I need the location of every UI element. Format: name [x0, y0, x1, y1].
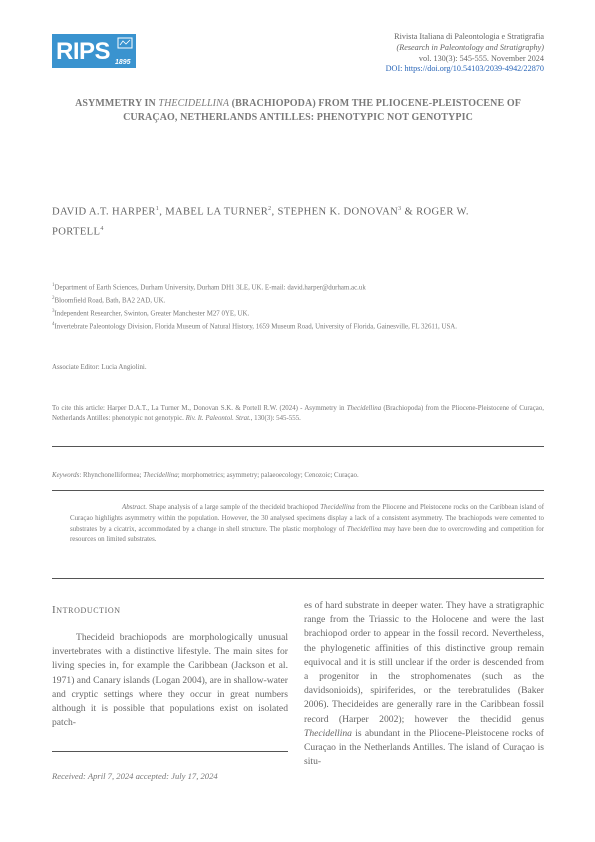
doi-line: [386, 64, 544, 75]
citation-middle: (Brachiopoda) from the Pliocene-Pleistocene of Curaçao, Netherlands Antilles: phenotypic not genotypic.: [52, 405, 544, 423]
title-part1: ASYMMETRY IN: [75, 98, 159, 109]
citation: [52, 404, 544, 425]
received-dates: Received: April 7, 2024 accepted: July 17, 2024: [52, 771, 218, 781]
col2-genus: Thecidellina: [304, 727, 352, 739]
body-column-1: Thecideid brachiopods are morphologically unusual invertebrates with a distinctive lifestyle. The main sites for living species in, for example the Caribbean (Jackson et al. 1971) and Canary islands (Logan 2004), are in shallow-water and cryptic settings where they occur in great numbers although it is possible that populations exist on isolated patch-: [52, 632, 288, 729]
article-title: [52, 97, 544, 126]
body-column-2: [304, 599, 544, 769]
affiliations: [52, 281, 544, 333]
title-genus: THECIDELLINA: [158, 98, 230, 109]
keywords-pre: : Rhynchonelliformea;: [79, 472, 144, 479]
affiliation-1-sup: 1: [52, 283, 55, 288]
author-1-sup: 1: [155, 206, 160, 212]
keywords-post: ; morphometrics; asymmetry; palaeoecology; Cenozoic; Curaçao.: [177, 472, 359, 479]
citation-journal: Riv. It. Paleontol. Strat.: [185, 415, 251, 423]
affiliation-4: [52, 320, 544, 333]
affiliation-3-text: Independent Researcher, Swinton, Greater Manchester M27 0YE, UK.: [54, 310, 250, 318]
abstract-genus-2: Thecidellina: [346, 525, 382, 533]
section-title: Introduction: [52, 604, 121, 616]
svg-text:RIPS: RIPS: [56, 38, 111, 65]
col2-text-2: is abundant in the Pliocene-Pleistocene rocks of Curaçao in the Netherlands Antilles. The island of Curaçao is situ-: [304, 727, 544, 768]
journal-volume: vol. 130(3): 545-555. November 2024: [418, 53, 544, 63]
divider-top: [52, 446, 544, 447]
citation-suffix: , 130(3): 545-555.: [250, 415, 301, 423]
keywords: [52, 472, 544, 479]
abstract-text-1: Shape analysis of a large sample of the thecideid brachiopod: [147, 504, 321, 511]
citation-prefix: To cite this article: Harper D.A.T., La Turner M., Donovan S.K. & Portell R.W. (2024) - Asymmetry in: [52, 405, 347, 412]
author-4-sup: 4: [100, 225, 104, 232]
journal-subtitle: (Research in Paleontology and Stratigraphy): [396, 42, 544, 52]
doi-label: DOI:: [385, 64, 405, 74]
author-3-sup: 3: [398, 206, 402, 212]
journal-name: Rivista Italiana di Paleontologia e Stratigrafia: [394, 32, 544, 41]
col2-text-1: es of hard substrate in deeper water. They have a stratigraphic range from the Triassic to the Holocene and were the last brachiopod order to appear in the fossil record. Nevertheless, the phylogenetic affinities of this distinctive group remain equivocal and it is still unclear if the order is descended from a progenitor in the strophomenates (such as the davidsonioids), spiriferides, or the terebratulides (Baker 2006). Thecideides are generally rare in the Caribbean fossil record (Harper 2002); however the thecidid genus: [304, 600, 544, 725]
author-2-sup: 2: [268, 206, 272, 212]
affiliation-3: [52, 307, 544, 320]
affiliation-3-sup: 3: [52, 309, 55, 314]
title-part2: (BRACHIOPODA) FROM THE PLIOCENE-PLEISTOCENE OF CURAÇAO, NETHERLANDS ANTILLES: PHENOTYPIC NOT GENOTYPIC: [123, 98, 521, 124]
divider-abstract-bottom: [52, 578, 544, 579]
journal-header: [386, 32, 544, 75]
keywords-genus: Thecidellina: [143, 472, 178, 479]
affiliation-2: [52, 294, 544, 307]
abstract: [70, 503, 544, 546]
affiliation-2-sup: 2: [52, 296, 55, 301]
citation-genus: Thecidellina: [346, 405, 382, 412]
journal-logo: [52, 34, 136, 68]
author-1: DAVID A.T. HARPER: [52, 206, 156, 218]
affiliation-2-text: Bloomfield Road, Bath, BA2 2AD, UK.: [54, 297, 166, 305]
associate-editor: Associate Editor: Lucia Angiolini.: [52, 364, 147, 371]
abstract-genus-1: Thecidellina: [320, 504, 355, 511]
author-4: ROGER W. PORTELL: [52, 206, 469, 238]
author-2: MABEL LA TURNER: [165, 206, 269, 218]
author-3: STEPHEN K. DONOVAN: [277, 206, 399, 218]
keywords-label: Keywords: [52, 472, 80, 479]
divider-abstract-top: [52, 490, 544, 491]
doi-link[interactable]: https://doi.org/10.54103/2039-4942/22870: [404, 64, 544, 74]
affiliation-1: [52, 281, 544, 294]
abstract-label: Abstract.: [122, 504, 148, 511]
svg-text:1895: 1895: [115, 59, 131, 66]
affiliation-4-sup: 4: [52, 322, 55, 327]
affiliation-4-text: Invertebrate Paleontology Division, Florida Museum of Natural History, 1659 Museum Road, University of Florida, Gainesville, FL 32611, USA.: [54, 323, 457, 331]
affiliation-1-text: Department of Earth Sciences, Durham University, Durham DH1 3LE, UK. E-mail: david.harper@durham.ac.uk: [54, 284, 366, 292]
abstract-text-2: from the Pliocene and Pleistocene rocks on the Caribbean island of Curaçao highlights asymmetry within the population. However, the 30 analysed specimens display a lack of a consistent asymmetry. The brachiopods were cemented to substrates by a cicatrix, accommodated by a change in shell structure. The plastic morphology of: [70, 504, 544, 533]
abstract-text-3: may have been due to overcrowding and competition for resources on limited substrates.: [70, 525, 545, 544]
footnote-divider: [52, 751, 288, 752]
author-list: DAVID A.T. HARPER$^1$, MABEL LA TURNER$^2$, STEPHEN K. DONOVAN$^3$ & ROGER W. PORTELL$^4$: [52, 206, 469, 238]
